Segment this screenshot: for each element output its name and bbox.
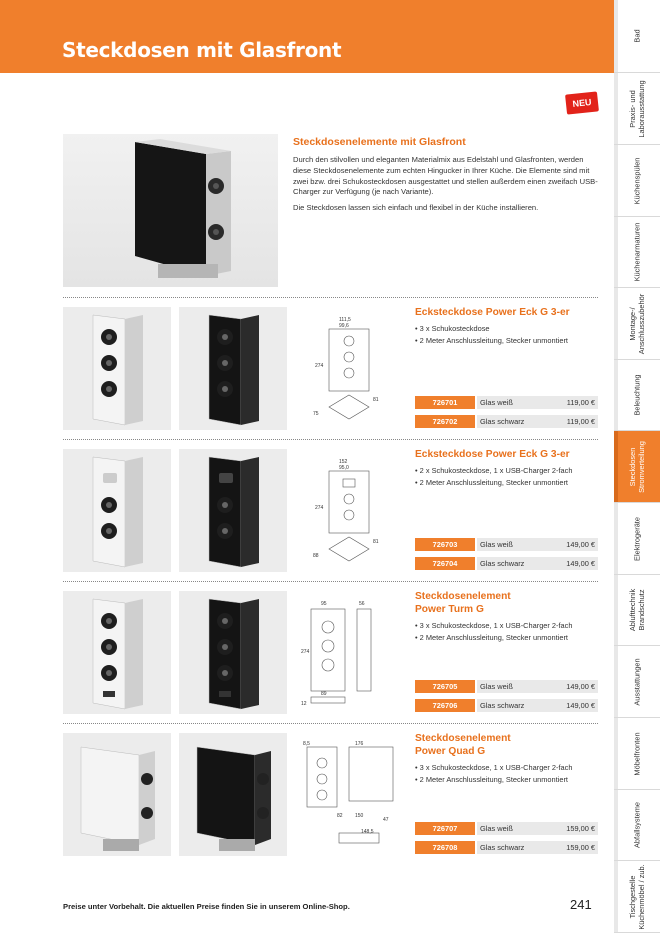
- product-features: [415, 620, 605, 644]
- intro-section: [293, 136, 598, 219]
- category-tab[interactable]: [614, 73, 660, 145]
- category-tab[interactable]: [614, 431, 660, 503]
- product-block: [63, 591, 598, 721]
- dimension-label: 8,5: [303, 741, 310, 747]
- category-tab-label: Beleuchtung: [632, 374, 642, 416]
- article-number: 726703: [415, 538, 475, 551]
- product-photo-black: [179, 733, 287, 856]
- category-tab-label: Ausstattungen: [632, 657, 642, 706]
- variant-label: Glas schwarz: [480, 417, 525, 426]
- category-tab[interactable]: [614, 861, 660, 933]
- category-tab[interactable]: [614, 288, 660, 360]
- price-row: [415, 415, 598, 428]
- price-row: [415, 396, 598, 409]
- category-tab-label: Möbelfronten: [632, 731, 642, 776]
- feature-item: • 2 x Schukosteckdose, 1 x USB-Charger 2-fach: [415, 465, 605, 477]
- technical-drawing: [299, 591, 401, 714]
- product-features: [415, 465, 605, 489]
- category-tabs: [614, 0, 660, 933]
- separator: [63, 723, 598, 724]
- variant-description: [477, 538, 598, 551]
- product-features: [415, 323, 605, 347]
- page-title: Steckdosen mit Glasfront: [62, 38, 342, 62]
- price-row: [415, 841, 598, 854]
- article-number: 726701: [415, 396, 475, 409]
- price-row: [415, 538, 598, 551]
- product-title: Steckdosenelement Power Quad G: [415, 733, 511, 757]
- feature-item: • 3 x Schukosteckdose, 1 x USB-Charger 2-fach: [415, 762, 605, 774]
- product-photo-white: [63, 449, 171, 572]
- article-number: 726706: [415, 699, 475, 712]
- variant-description: [477, 699, 598, 712]
- product-block: [63, 307, 598, 437]
- dimension-label: 152: [339, 459, 348, 465]
- new-badge: NEU: [565, 91, 599, 114]
- variant-description: [477, 822, 598, 835]
- category-tab-label: Steckdosen Stromverteilung: [628, 440, 646, 493]
- dimension-label: 95,0: [339, 465, 349, 471]
- intro-title: Steckdosenelemente mit Glasfront: [293, 136, 466, 148]
- variant-label: Glas schwarz: [480, 701, 525, 710]
- intro-paragraph-1: Durch den stilvollen und eleganten Materialmix aus Edelstahl und Glasfronten, werden diese Steckdosenelemente zum echten Hingucker in Ihrer Küche. Die Elemente sind mit zwei bzw. drei Schukosteckdosen ausgestattet und stellen außerdem einen zweifach USB-Charger zur Verfügung (je nach Variante).: [293, 155, 598, 197]
- article-number: 726702: [415, 415, 475, 428]
- dimension-label: 88: [313, 553, 319, 559]
- price: 159,00 €: [566, 843, 595, 852]
- product-photo-black: [179, 591, 287, 714]
- price: 119,00 €: [566, 398, 595, 407]
- feature-item: • 2 Meter Anschlussleitung, Stecker unmontiert: [415, 774, 605, 786]
- product-title: Steckdosenelement Power Turm G: [415, 591, 511, 615]
- variant-label: Glas weiß: [480, 682, 513, 691]
- article-number: 726705: [415, 680, 475, 693]
- feature-item: • 2 Meter Anschlussleitung, Stecker unmontiert: [415, 632, 605, 644]
- dimension-label: 150: [355, 813, 364, 819]
- product-photo-black: [179, 307, 287, 430]
- category-tab-label: Abfallsysteme: [632, 801, 642, 849]
- variant-label: Glas schwarz: [480, 559, 525, 568]
- article-number: 726708: [415, 841, 475, 854]
- product-photo-white: [63, 591, 171, 714]
- separator: [63, 297, 598, 298]
- price-row: [415, 557, 598, 570]
- feature-item: • 2 Meter Anschlussleitung, Stecker unmontiert: [415, 335, 605, 347]
- dimension-label: 176: [355, 741, 364, 747]
- category-tab[interactable]: [614, 646, 660, 718]
- category-tab-label: Küchenarmaturen: [632, 222, 642, 282]
- variant-label: Glas weiß: [480, 824, 513, 833]
- variant-description: [477, 841, 598, 854]
- dimension-label: 56: [359, 601, 365, 607]
- dimension-label: 81: [373, 397, 379, 403]
- variant-description: [477, 557, 598, 570]
- category-tab-label: Bad: [632, 29, 642, 43]
- category-tab-label: Ablufttechnik Brandschutz: [628, 588, 646, 632]
- page-header: [0, 0, 614, 73]
- variant-description: [477, 680, 598, 693]
- technical-drawing: [299, 449, 401, 572]
- article-number: 726704: [415, 557, 475, 570]
- separator: [63, 581, 598, 582]
- price-row: [415, 699, 598, 712]
- price-row: [415, 822, 598, 835]
- category-tab[interactable]: [614, 145, 660, 217]
- category-tab[interactable]: [614, 790, 660, 861]
- dimension-label: 12: [301, 701, 307, 707]
- separator: [63, 439, 598, 440]
- hero-socket-illustration: [63, 134, 278, 287]
- dimension-label: 111,5: [339, 317, 351, 323]
- dimension-label: 95: [321, 601, 327, 607]
- product-title: Ecksteckdose Power Eck G 3-er: [415, 307, 570, 318]
- intro-paragraph-2: Die Steckdosen lassen sich einfach und flexibel in der Küche installieren.: [293, 203, 539, 213]
- category-tab[interactable]: [614, 360, 660, 431]
- category-tab[interactable]: [614, 575, 660, 646]
- price: 149,00 €: [566, 701, 595, 710]
- technical-drawing: [299, 307, 401, 430]
- price: 149,00 €: [566, 559, 595, 568]
- variant-label: Glas schwarz: [480, 843, 525, 852]
- category-tab-label: Elektrogeräte: [632, 516, 642, 561]
- dimension-label: 274: [301, 649, 310, 655]
- category-tab[interactable]: [614, 503, 660, 575]
- product-title: Ecksteckdose Power Eck G 3-er: [415, 449, 570, 460]
- feature-item: • 3 x Schukosteckdose, 1 x USB-Charger 2-fach: [415, 620, 605, 632]
- category-tab-label: Praxis- und Laborausstattung: [628, 79, 646, 138]
- variant-label: Glas weiß: [480, 398, 513, 407]
- product-features: [415, 762, 605, 786]
- product-photo-white: [63, 733, 171, 856]
- dimension-label: 99,6: [339, 323, 349, 329]
- technical-drawing: [299, 733, 401, 856]
- dimension-label: 47: [383, 817, 389, 823]
- footer-note: Preise unter Vorbehalt. Die aktuellen Preise finden Sie in unserem Online-Shop.: [63, 902, 350, 911]
- price: 149,00 €: [566, 540, 595, 549]
- feature-item: • 2 Meter Anschlussleitung, Stecker unmontiert: [415, 477, 605, 489]
- dimension-label: 82: [337, 813, 343, 819]
- variant-description: [477, 415, 598, 428]
- category-tab-label: Küchenspülen: [632, 157, 642, 204]
- variant-description: [477, 396, 598, 409]
- product-block: [63, 733, 598, 863]
- dimension-label: 75: [313, 411, 319, 417]
- price: 119,00 €: [566, 417, 595, 426]
- price: 159,00 €: [566, 824, 595, 833]
- article-number: 726707: [415, 822, 475, 835]
- dimension-label: 148,5: [361, 829, 374, 835]
- category-tab-label: Montage-/ Anschlusszubehör: [628, 293, 646, 354]
- price-row: [415, 680, 598, 693]
- page-number: 241: [570, 897, 592, 912]
- price: 149,00 €: [566, 682, 595, 691]
- variant-label: Glas weiß: [480, 540, 513, 549]
- product-block: [63, 449, 598, 579]
- dimension-label: 81: [373, 539, 379, 545]
- category-tab[interactable]: [614, 0, 660, 73]
- category-tab[interactable]: [614, 217, 660, 288]
- category-tab[interactable]: [614, 718, 660, 790]
- dimension-label: 274: [315, 505, 324, 511]
- product-photo-black: [179, 449, 287, 572]
- hero-product-image: [63, 134, 278, 287]
- feature-item: • 3 x Schukosteckdose: [415, 323, 605, 335]
- category-tab-label: Tischgestelle Küchenmöbel / zub.: [628, 863, 646, 930]
- product-photo-white: [63, 307, 171, 430]
- dimension-label: 274: [315, 363, 324, 369]
- dimension-label: 89: [321, 691, 327, 697]
